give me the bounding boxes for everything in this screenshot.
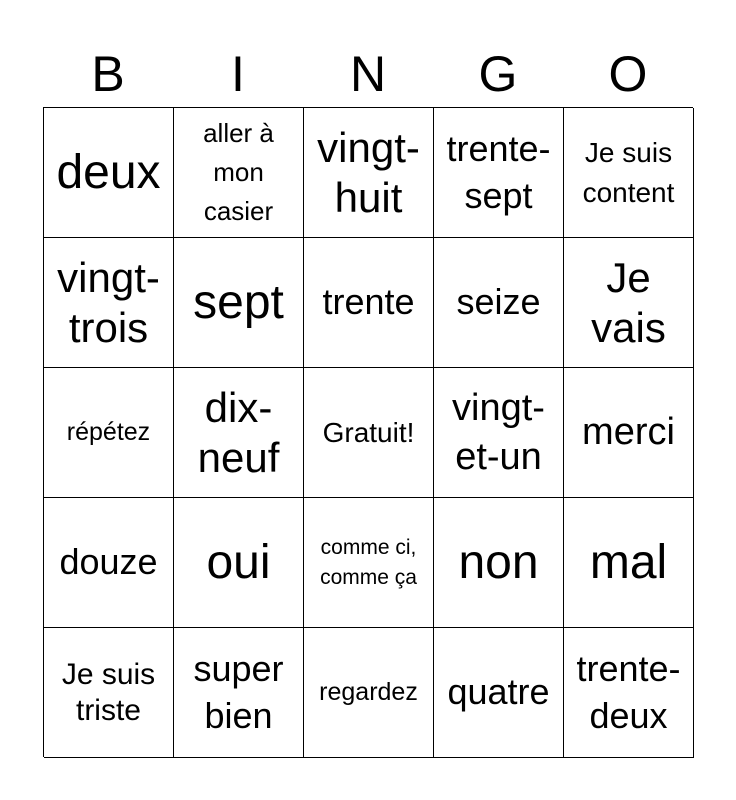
cell-text: douze — [59, 541, 158, 583]
bingo-cell-r4c4[interactable] — [434, 498, 564, 628]
bingo-cell-r1c1[interactable] — [44, 108, 174, 238]
bingo-cell-r3c2[interactable] — [174, 368, 304, 498]
cell-text: Je suis triste — [61, 657, 156, 727]
bingo-cell-r3c5[interactable] — [564, 368, 694, 498]
bingo-cell-r2c2[interactable] — [174, 238, 304, 368]
cell-text: répétez — [66, 417, 151, 446]
cell-text: vingt-huit — [317, 123, 420, 221]
bingo-cell-r2c3[interactable] — [304, 238, 434, 368]
cell-text: Gratuit! — [322, 416, 415, 448]
cell-text: trente — [322, 281, 415, 323]
bingo-cell-r5c3[interactable] — [304, 628, 434, 758]
bingo-board — [43, 107, 693, 757]
bingo-cell-r2c5[interactable] — [564, 238, 694, 368]
bingo-cell-r1c4[interactable] — [434, 108, 564, 238]
cell-text: merci — [582, 411, 675, 454]
cell-text: deux — [56, 145, 161, 199]
cell-text: dix-neuf — [197, 383, 280, 481]
bingo-cell-r4c3[interactable] — [304, 498, 434, 628]
header-letter-i: I — [231, 46, 245, 102]
cell-text: vingt-et-un — [452, 386, 545, 478]
cell-text: quatre — [447, 671, 550, 713]
cell-text: sept — [193, 275, 284, 329]
cell-text: seize — [456, 281, 541, 323]
bingo-cell-r5c5[interactable] — [564, 628, 694, 758]
cell-text: Je vais — [591, 253, 666, 351]
bingo-header — [43, 40, 693, 108]
cell-text: trente-deux — [576, 647, 681, 736]
bingo-cell-r4c2[interactable] — [174, 498, 304, 628]
cell-text: non — [458, 535, 539, 589]
bingo-cell-r3c3[interactable] — [304, 368, 434, 498]
bingo-cell-r4c5[interactable] — [564, 498, 694, 628]
cell-text: oui — [206, 535, 271, 589]
bingo-cell-r2c4[interactable] — [434, 238, 564, 368]
bingo-cell-r5c2[interactable] — [174, 628, 304, 758]
cell-text: super bien — [193, 647, 284, 736]
cell-text: mal — [589, 535, 668, 589]
bingo-cell-r1c5[interactable] — [564, 108, 694, 238]
header-letter-n: N — [349, 46, 387, 102]
cell-text: regardez — [319, 677, 418, 706]
bingo-cell-r1c2[interactable] — [174, 108, 304, 238]
cell-text: Je suis content — [582, 137, 675, 208]
bingo-cell-r2c1[interactable] — [44, 238, 174, 368]
cell-text: trente-sept — [446, 127, 551, 216]
header-letter-o: O — [608, 46, 648, 102]
bingo-cell-r3c4[interactable] — [434, 368, 564, 498]
cell-text: vingt-trois — [57, 253, 160, 351]
bingo-cell-r3c1[interactable] — [44, 368, 174, 498]
cell-text: aller à mon casier — [203, 118, 274, 226]
bingo-cell-r5c1[interactable] — [44, 628, 174, 758]
bingo-cell-r1c3[interactable] — [304, 108, 434, 238]
header-letter-g: G — [478, 46, 518, 102]
bingo-cell-r5c4[interactable] — [434, 628, 564, 758]
cell-text: comme ci, comme ça — [320, 536, 417, 589]
header-letter-b: B — [91, 46, 125, 102]
bingo-cell-r4c1[interactable] — [44, 498, 174, 628]
